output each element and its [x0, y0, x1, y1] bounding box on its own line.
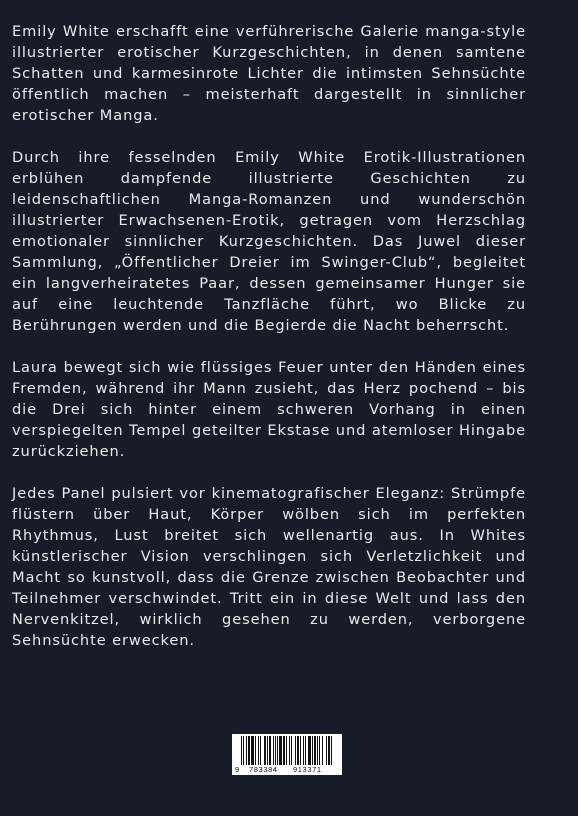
barcode-bar: [300, 736, 301, 765]
barcode-bar: [255, 736, 256, 765]
barcode-bar: [326, 736, 327, 765]
barcode-bar: [275, 736, 276, 765]
barcode-bar: [248, 736, 250, 765]
barcode-bar: [267, 736, 268, 765]
barcode-bar: [273, 736, 274, 765]
barcode-bar: [260, 736, 261, 765]
barcode-lead-digit: 9: [235, 765, 240, 774]
blurb-paragraph-2: Durch ihre fesselnden Emily White Erotik-Illustrationen erblühen dampfende illustrierte Geschichten zu leidenschaftlichen Manga-Romanzen und wunderschön illustrierter Erwachsenen-Erotik, getragen vom Herzschlag emotionaler sinnlicher Kurzgeschichten. Das Juwel dieser Sammlung, „Öffentlicher Dreier im Swinger-Club“, begleitet ein langverheiratetes Paar, dessen gemeinsamer Hunger sie auf eine leuchtende Tanzfläche führt, wo Blicke zu Berührungen werden und die Begierde die Nacht beherrscht.: [12, 149, 526, 334]
back-cover-blurb: [12, 21, 526, 672]
blurb-paragraph-1: Emily White erschafft eine verführerische Galerie manga-style illustrierter erotischer Kurzgeschichten, in denen samtene Schatten und karmesinrote Lichter die intimsten Sehnsüchte öffentlich machen – meisterhaft dargestellt in sinnlicher erotischer Manga.: [12, 23, 526, 124]
barcode-bar: [331, 736, 332, 765]
barcode-bar: [279, 736, 282, 765]
barcode-bar: [297, 736, 299, 765]
barcode-bar: [258, 736, 259, 765]
barcode-bar: [289, 736, 290, 765]
blurb-paragraph-3: Laura bewegt sich wie flüssiges Feuer unter den Händen eines Fremden, während ihr Mann zusieht, das Herz pochend – bis die Drei sich hinter einem schweren Vorhang in einen verspiegelten Tempel geteilter Ekstase und atemloser Hingabe zurückziehen.: [12, 359, 526, 460]
barcode-bar: [286, 736, 287, 765]
barcode-right-group: 913371: [293, 765, 322, 774]
barcode-bar: [277, 736, 278, 765]
barcode-bar: [308, 736, 311, 765]
barcode-bar: [319, 736, 320, 765]
barcode-bar: [322, 736, 323, 765]
barcode-bar: [291, 736, 292, 765]
barcode-bar: [305, 736, 306, 765]
barcode-bar: [251, 736, 254, 765]
barcode-bar: [243, 736, 244, 765]
barcode-left-group: 783384: [249, 765, 278, 774]
barcode-bar: [317, 736, 318, 765]
barcode-bar: [246, 736, 247, 765]
barcode-bar: [241, 736, 242, 765]
barcode-bar: [328, 736, 330, 765]
barcode-bar: [264, 736, 266, 765]
barcode-bar: [303, 736, 304, 765]
isbn-barcode: [232, 734, 342, 775]
barcode-bar: [314, 736, 316, 765]
barcode-bar: [283, 736, 285, 765]
barcode-bar: [269, 736, 271, 765]
barcode-bar: [295, 736, 296, 765]
barcode-bar: [312, 736, 313, 765]
blurb-paragraph-4: Jedes Panel pulsiert vor kinematografischer Eleganz: Strümpfe flüstern über Haut, Körper wölben sich im perfekten Rhythmus, Lust breitet sich wellenartig aus. In Whites künstlerischer Vision verschlingen sich Verletzlichkeit und Macht so kunstvoll, dass die Grenze zwischen Beobachter und Teilnehmer verschwindet. Tritt ein in diese Welt und lass den Nervenkitzel, wirklich gesehen zu werden, verborgene Sehnsüchte erwecken.: [12, 485, 526, 649]
